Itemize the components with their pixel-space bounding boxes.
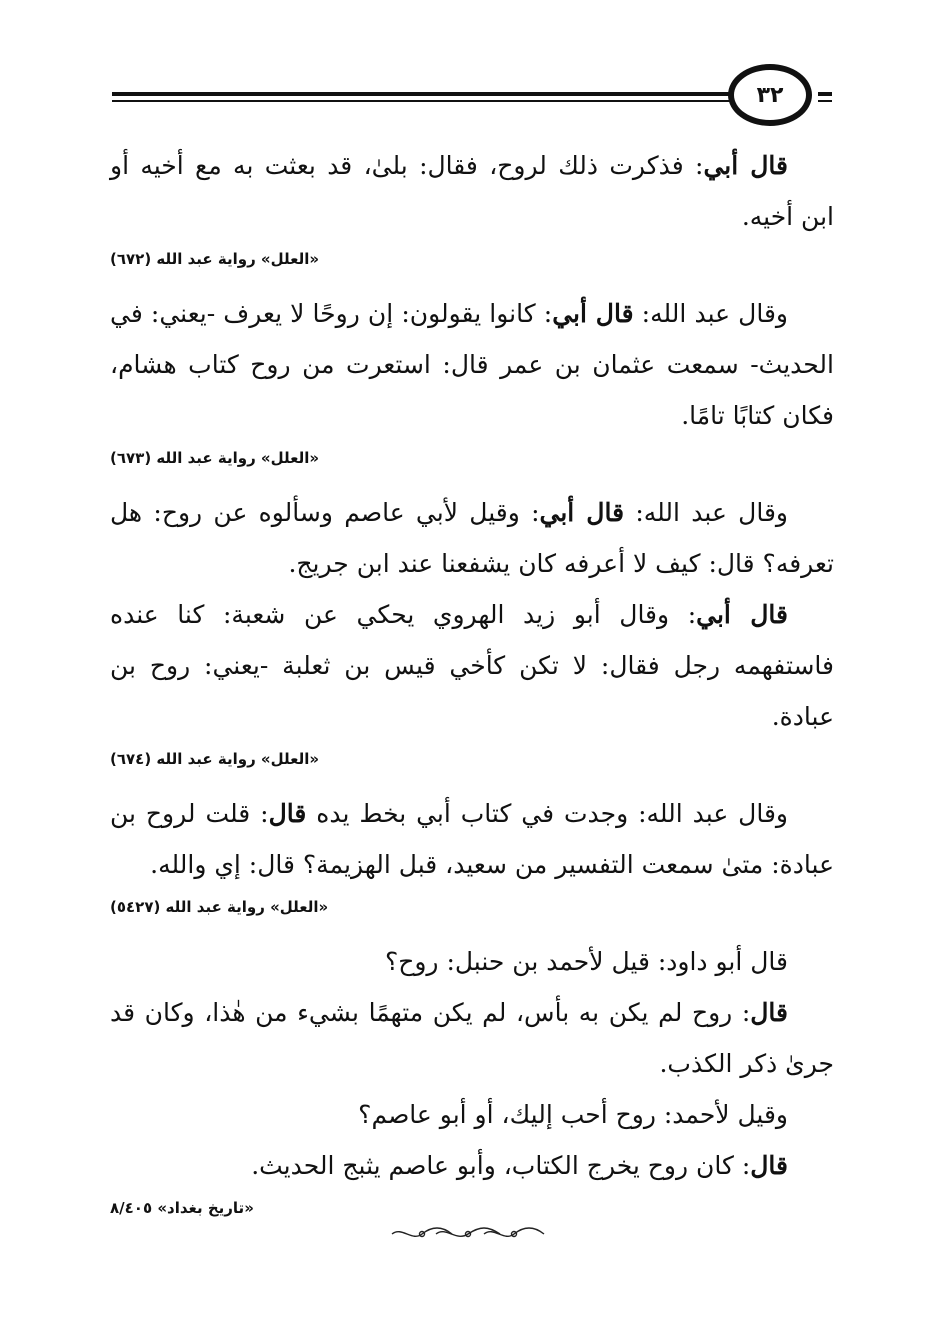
speaker-label: قال أبي	[696, 600, 788, 629]
speaker-label: قال	[750, 1151, 788, 1180]
paragraph	[110, 140, 834, 242]
paragraph-text: : وقيل لأبي عاصم وسألوه عن روح: هل تعرفه؟ قال: كيف لا أعرفه كان يشفعنا عند ابن جريج.	[110, 498, 834, 578]
speaker-label: قال	[750, 998, 788, 1027]
paragraph-lead: وقال عبد الله: وجدت في كتاب أبي بخط يده	[306, 799, 788, 828]
paragraph-text: : روح لم يكن به بأس، لم يكن متهمًا بشيء من هٰذا، وكان قد جرىٰ ذكر الكذب.	[110, 998, 834, 1078]
paragraph	[110, 487, 834, 589]
paragraph-text: : كانوا يقولون: إن روحًا لا يعرف -يعني: في الحديث- سمعت عثمان بن عمر قال: استعرت من روح كتاب هشام، فكان كتابًا تامًا.	[110, 299, 834, 430]
paragraph	[110, 987, 834, 1089]
floral-divider-icon	[388, 1226, 548, 1242]
header-rule-right-top	[818, 92, 832, 96]
paragraph-lead: وقال عبد الله:	[633, 299, 788, 328]
paragraph-lead: وقال عبد الله:	[624, 498, 788, 527]
page-body	[110, 140, 834, 1237]
paragraph	[110, 936, 834, 987]
header-rule-bottom	[112, 100, 730, 102]
paragraph	[110, 788, 834, 890]
paragraph-lead: وقيل لأحمد: روح أحب إليك، أو أبو عاصم؟	[358, 1100, 788, 1129]
header-rule-top	[112, 92, 730, 96]
paragraph-text: : كان روح يخرج الكتاب، وأبو عاصم يثبج الحديث.	[251, 1151, 751, 1180]
page-number: ٣٢	[728, 64, 812, 126]
speaker-label: قال	[268, 799, 307, 828]
paragraph	[110, 589, 834, 742]
page-header	[0, 0, 936, 140]
paragraph	[110, 1089, 834, 1140]
source-reference: «العلل» رواية عبد الله (٦٧٢)	[110, 250, 320, 268]
paragraph-text: : قلت لروح بن عبادة: متىٰ سمعت التفسير من سعيد، قبل الهزيمة؟ قال: إي والله.	[110, 799, 834, 879]
paragraph	[110, 288, 834, 441]
source-reference: «العلل» رواية عبد الله (٦٧٣)	[110, 449, 320, 467]
header-rule-right-bottom	[818, 100, 832, 102]
paragraph-text: : فذكرت ذلك لروح، فقال: بلىٰ، قد بعثت به مع أخيه أو ابن أخيه.	[110, 151, 834, 231]
speaker-label: قال أبي	[703, 151, 788, 180]
paragraph-lead: قال أبو داود: قيل لأحمد بن حنبل: روح؟	[384, 947, 788, 976]
speaker-label: قال أبي	[539, 498, 625, 527]
source-reference: «تاريخ بغداد» ٨/٤٠٥	[110, 1199, 254, 1217]
source-reference: «العلل» رواية عبد الله (٦٧٤)	[110, 750, 320, 768]
source-reference: «العلل» رواية عبد الله (٥٤٢٧)	[110, 898, 329, 916]
paragraph	[110, 1140, 834, 1191]
paragraph-text: : وقال أبو زيد الهروي يحكي عن شعبة: كنا عنده فاستفهمه رجل فقال: لا تكن كأخي قيس بن ثعلبة -يعني: روح بن عبادة.	[110, 600, 834, 731]
speaker-label: قال أبي	[552, 299, 634, 328]
